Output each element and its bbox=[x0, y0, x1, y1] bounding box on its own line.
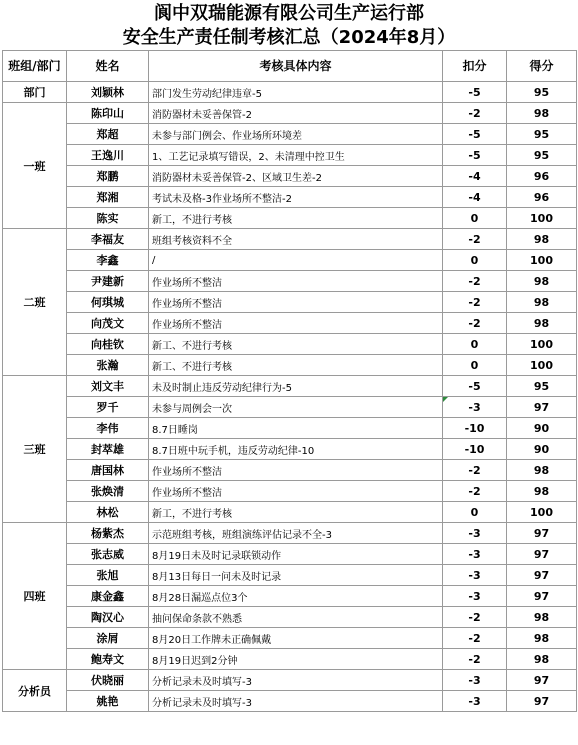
deduction-cell: -2 bbox=[443, 607, 507, 628]
name-cell: 唐国林 bbox=[67, 460, 149, 481]
content-cell: 未参与周例会一次 bbox=[149, 397, 443, 418]
group-cell: 四班 bbox=[3, 523, 67, 670]
score-cell: 90 bbox=[507, 418, 577, 439]
score-cell: 98 bbox=[507, 607, 577, 628]
table-row bbox=[3, 187, 577, 208]
score-cell: 98 bbox=[507, 460, 577, 481]
table-row bbox=[3, 292, 577, 313]
name-cell: 张瀚 bbox=[67, 355, 149, 376]
content-cell: 作业场所不整洁 bbox=[149, 313, 443, 334]
name-cell: 刘颖林 bbox=[67, 82, 149, 103]
content-cell: 示范班组考核，班组演练评估记录不全-3 bbox=[149, 523, 443, 544]
content-cell: 抽问保命条款不熟悉 bbox=[149, 607, 443, 628]
name-cell: 罗千 bbox=[67, 397, 149, 418]
score-cell: 90 bbox=[507, 439, 577, 460]
deduction-cell: -2 bbox=[443, 481, 507, 502]
deduction-cell: -2 bbox=[443, 103, 507, 124]
score-cell: 100 bbox=[507, 250, 577, 271]
table-row bbox=[3, 460, 577, 481]
deduction-cell: -2 bbox=[443, 271, 507, 292]
score-cell: 98 bbox=[507, 481, 577, 502]
table-row bbox=[3, 565, 577, 586]
name-cell: 鲍寿文 bbox=[67, 649, 149, 670]
table-row bbox=[3, 607, 577, 628]
table-row bbox=[3, 418, 577, 439]
score-cell: 98 bbox=[507, 103, 577, 124]
header-deduction: 扣分 bbox=[443, 51, 507, 82]
content-cell: 新工，不进行考核 bbox=[149, 502, 443, 523]
content-cell: 分析记录未及时填写-3 bbox=[149, 670, 443, 691]
group-cell: 分析员 bbox=[3, 670, 67, 712]
table-row bbox=[3, 208, 577, 229]
content-cell: 8.7日班中玩手机，违反劳动纪律-10 bbox=[149, 439, 443, 460]
score-cell: 100 bbox=[507, 502, 577, 523]
score-cell: 97 bbox=[507, 691, 577, 712]
score-cell: 98 bbox=[507, 313, 577, 334]
deduction-cell: -2 bbox=[443, 649, 507, 670]
content-cell: 新工、不进行考核 bbox=[149, 334, 443, 355]
content-cell: 8月13日每日一问未及时记录 bbox=[149, 565, 443, 586]
score-cell: 98 bbox=[507, 649, 577, 670]
table-row bbox=[3, 229, 577, 250]
table-row bbox=[3, 145, 577, 166]
score-cell: 97 bbox=[507, 565, 577, 586]
group-cell: 一班 bbox=[3, 103, 67, 229]
deduction-cell: -2 bbox=[443, 628, 507, 649]
table-row bbox=[3, 166, 577, 187]
score-cell: 96 bbox=[507, 166, 577, 187]
document-subtitle: 安全生产责任制考核汇总（2024年8月） bbox=[122, 27, 456, 48]
table-row bbox=[3, 376, 577, 397]
table-row bbox=[3, 691, 577, 712]
name-cell: 向茂文 bbox=[67, 313, 149, 334]
score-cell: 96 bbox=[507, 187, 577, 208]
table-row bbox=[3, 313, 577, 334]
content-cell: / bbox=[149, 250, 443, 271]
name-cell: 张旭 bbox=[67, 565, 149, 586]
header-content: 考核具体内容 bbox=[149, 51, 443, 82]
score-cell: 97 bbox=[507, 544, 577, 565]
header-score: 得分 bbox=[507, 51, 577, 82]
score-cell: 98 bbox=[507, 628, 577, 649]
deduction-cell: -3 bbox=[443, 586, 507, 607]
content-cell: 消防器材未妥善保管-2 bbox=[149, 103, 443, 124]
name-cell: 康金鑫 bbox=[67, 586, 149, 607]
deduction-cell: -2 bbox=[443, 292, 507, 313]
table-row bbox=[3, 103, 577, 124]
score-cell: 95 bbox=[507, 82, 577, 103]
deduction-cell: -5 bbox=[443, 376, 507, 397]
deduction-cell: -3 bbox=[443, 397, 507, 418]
name-cell: 郑鹏 bbox=[67, 166, 149, 187]
score-cell: 100 bbox=[507, 208, 577, 229]
deduction-cell: 0 bbox=[443, 250, 507, 271]
table-row bbox=[3, 670, 577, 691]
name-cell: 郑湘 bbox=[67, 187, 149, 208]
table-row bbox=[3, 544, 577, 565]
table-row bbox=[3, 82, 577, 103]
name-cell: 封萃雄 bbox=[67, 439, 149, 460]
table-row bbox=[3, 334, 577, 355]
table-row bbox=[3, 481, 577, 502]
name-cell: 林松 bbox=[67, 502, 149, 523]
assessment-table bbox=[2, 50, 577, 712]
name-cell: 姚艳 bbox=[67, 691, 149, 712]
header-name: 姓名 bbox=[67, 51, 149, 82]
deduction-cell: -3 bbox=[443, 670, 507, 691]
table-body bbox=[3, 82, 577, 712]
score-cell: 98 bbox=[507, 292, 577, 313]
name-cell: 涂屑 bbox=[67, 628, 149, 649]
deduction-cell: -2 bbox=[443, 460, 507, 481]
content-cell: 作业场所不整洁 bbox=[149, 292, 443, 313]
score-cell: 100 bbox=[507, 334, 577, 355]
content-cell: 1、工艺记录填写错误，2、未清理中控卫生 bbox=[149, 145, 443, 166]
name-cell: 陈实 bbox=[67, 208, 149, 229]
table-header-row bbox=[3, 51, 577, 82]
score-cell: 95 bbox=[507, 376, 577, 397]
table-row bbox=[3, 124, 577, 145]
content-cell: 8月20日工作牌未正确佩戴 bbox=[149, 628, 443, 649]
name-cell: 杨紫杰 bbox=[67, 523, 149, 544]
group-cell: 三班 bbox=[3, 376, 67, 523]
score-cell: 95 bbox=[507, 124, 577, 145]
content-cell: 未及时制止违反劳动纪律行为-5 bbox=[149, 376, 443, 397]
content-cell: 新工，不进行考核 bbox=[149, 208, 443, 229]
table-row bbox=[3, 628, 577, 649]
table-row bbox=[3, 439, 577, 460]
score-cell: 97 bbox=[507, 397, 577, 418]
deduction-cell: -10 bbox=[443, 439, 507, 460]
group-cell: 二班 bbox=[3, 229, 67, 376]
name-cell: 陶汉心 bbox=[67, 607, 149, 628]
deduction-cell: 0 bbox=[443, 334, 507, 355]
deduction-cell: -5 bbox=[443, 145, 507, 166]
document-title: 阆中双瑞能源有限公司生产运行部 bbox=[154, 3, 424, 24]
content-cell: 未参与部门例会、作业场所环境差 bbox=[149, 124, 443, 145]
name-cell: 向桂钦 bbox=[67, 334, 149, 355]
deduction-cell: 0 bbox=[443, 208, 507, 229]
deduction-cell: -3 bbox=[443, 544, 507, 565]
deduction-cell: -3 bbox=[443, 565, 507, 586]
table-row bbox=[3, 397, 577, 418]
content-cell: 作业场所不整洁 bbox=[149, 271, 443, 292]
deduction-cell: -5 bbox=[443, 82, 507, 103]
deduction-cell: -4 bbox=[443, 166, 507, 187]
table-row bbox=[3, 649, 577, 670]
content-cell: 8月28日漏巡点位3个 bbox=[149, 586, 443, 607]
content-cell: 消防器材未妥善保管-2、区域卫生差-2 bbox=[149, 166, 443, 187]
name-cell: 张焕清 bbox=[67, 481, 149, 502]
score-cell: 98 bbox=[507, 271, 577, 292]
name-cell: 李鑫 bbox=[67, 250, 149, 271]
name-cell: 何琪城 bbox=[67, 292, 149, 313]
header-group: 班组/部门 bbox=[3, 51, 67, 82]
deduction-cell: -10 bbox=[443, 418, 507, 439]
score-cell: 97 bbox=[507, 670, 577, 691]
deduction-cell: 0 bbox=[443, 355, 507, 376]
deduction-cell: 0 bbox=[443, 502, 507, 523]
content-cell: 部门发生劳动纪律违章-5 bbox=[149, 82, 443, 103]
table-row bbox=[3, 250, 577, 271]
content-cell: 8月19日未及时记录联锁动作 bbox=[149, 544, 443, 565]
deduction-cell: -5 bbox=[443, 124, 507, 145]
name-cell: 郑超 bbox=[67, 124, 149, 145]
content-cell: 分析记录未及时填写-3 bbox=[149, 691, 443, 712]
content-cell: 作业场所不整洁 bbox=[149, 460, 443, 481]
name-cell: 李福友 bbox=[67, 229, 149, 250]
content-cell: 作业场所不整洁 bbox=[149, 481, 443, 502]
name-cell: 张志威 bbox=[67, 544, 149, 565]
table-row bbox=[3, 271, 577, 292]
content-cell: 班组考核资料不全 bbox=[149, 229, 443, 250]
name-cell: 李伟 bbox=[67, 418, 149, 439]
deduction-cell: -4 bbox=[443, 187, 507, 208]
name-cell: 王逸川 bbox=[67, 145, 149, 166]
deduction-cell: -3 bbox=[443, 523, 507, 544]
name-cell: 尹建新 bbox=[67, 271, 149, 292]
content-cell: 8月19日迟到2分钟 bbox=[149, 649, 443, 670]
content-cell: 考试未及格-3作业场所不整洁-2 bbox=[149, 187, 443, 208]
table-row bbox=[3, 523, 577, 544]
deduction-cell: -2 bbox=[443, 229, 507, 250]
deduction-cell: -2 bbox=[443, 313, 507, 334]
name-cell: 伏晓丽 bbox=[67, 670, 149, 691]
content-cell: 8.7日睡岗 bbox=[149, 418, 443, 439]
group-cell: 部门 bbox=[3, 82, 67, 103]
content-cell: 新工、不进行考核 bbox=[149, 355, 443, 376]
score-cell: 97 bbox=[507, 586, 577, 607]
name-cell: 陈印山 bbox=[67, 103, 149, 124]
score-cell: 97 bbox=[507, 523, 577, 544]
table-row bbox=[3, 355, 577, 376]
score-cell: 98 bbox=[507, 229, 577, 250]
table-row bbox=[3, 586, 577, 607]
deduction-cell: -3 bbox=[443, 691, 507, 712]
name-cell: 刘文丰 bbox=[67, 376, 149, 397]
score-cell: 95 bbox=[507, 145, 577, 166]
score-cell: 100 bbox=[507, 355, 577, 376]
table-row bbox=[3, 502, 577, 523]
